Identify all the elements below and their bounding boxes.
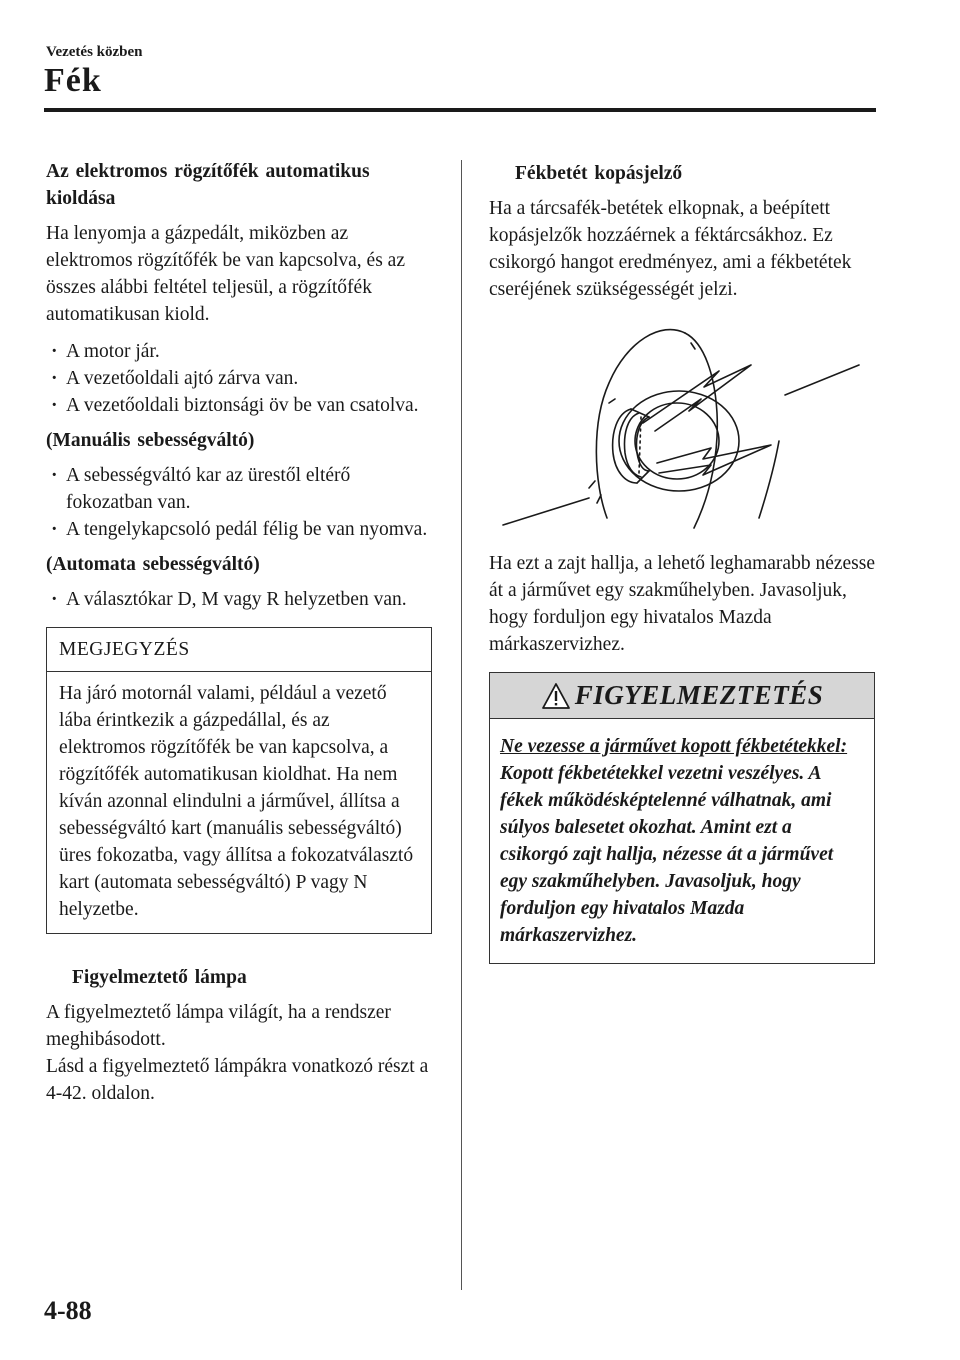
spacer xyxy=(46,934,434,964)
brake-wear-illustration xyxy=(489,313,879,538)
warning-triangle-icon xyxy=(541,682,571,710)
conditions-list xyxy=(46,338,434,419)
warning-lamp-reference: Lásd a figyelmeztető lámpákra vonatkozó részt a 4-42. oldalon. xyxy=(46,1056,429,1104)
warning-lamp-text: A figyelmeztető lámpa világít, ha a rendszer meghibásodott. xyxy=(46,1002,391,1050)
warning-body xyxy=(490,719,874,963)
warning-lamp-heading: Figyelmeztető lámpa xyxy=(72,967,247,988)
warning-heading: Ne vezesse a járművet kopott fékbetétekkel: xyxy=(500,736,848,757)
brake-disc-illustration-icon xyxy=(489,313,879,538)
list-item: · A motor jár. xyxy=(46,338,434,365)
note-body: Ha járó motornál valami, például a vezető lába érintkezik a gázpedállal, és az elektromos rögzítőfék be van kapcsolva, a rögzítőfék automatikusan kioldhat. Ha nem kíván azonnal elindulni a járművel, állítsa a sebességváltó kart (manuális sebességváltó) üres fokozatba, vagy állítsa a fokozatválasztó kart (automata sebességváltó) P vagy N helyzetbe. xyxy=(59,683,414,920)
list-item: · A választókar D, M vagy R helyzetben van. xyxy=(46,586,434,613)
list-item: · A vezetőoldali biztonsági öv be van csatolva. xyxy=(46,392,434,419)
header-rule xyxy=(44,108,876,112)
right-column xyxy=(489,160,879,964)
left-column xyxy=(46,158,434,1117)
warning-box xyxy=(489,672,875,964)
manual-transmission-heading: (Manuális sebességváltó) xyxy=(46,430,255,451)
column-divider xyxy=(461,160,462,1290)
noise-advice-text: Ha ezt a zajt hallja, a lehető leghamarabb nézesse át a járművet egy szakműhelyben. Javasoljuk, hogy forduljon egy hivatalos Mazda márkaszervizhez. xyxy=(489,553,876,655)
automatic-conditions-list xyxy=(46,586,434,613)
wear-indicator-text: Ha a tárcsafék-betétek elkopnak, a beépített kopásjelzők hozzáérnek a féktárcsákhoz. Ez csikorgó hangot eredményez, ami a fékbetétek cseréjének szükségességét jelzi. xyxy=(489,198,852,300)
list-item: · A sebességváltó kar az ürestől eltérő fokozatban van. xyxy=(46,462,434,516)
list-item: · A vezetőoldali ajtó zárva van. xyxy=(46,365,434,392)
automatic-transmission-heading: (Automata sebességváltó) xyxy=(46,554,260,575)
page-title: Fék xyxy=(44,62,102,99)
warning-title: FIGYELMEZTETÉS xyxy=(574,680,824,710)
wear-indicator-heading: Fékbetét kopásjelző xyxy=(515,163,683,184)
note-box xyxy=(46,627,432,934)
auto-release-heading: Az elektromos rögzítőfék automatikus kioldása xyxy=(46,161,370,209)
warning-banner xyxy=(490,673,874,719)
auto-release-intro: Ha lenyomja a gázpedált, miközben az elektromos rögzítőfék be van kapcsolva, és az összes alábbi feltétel teljesül, a rögzítőfék automatikusan kiold. xyxy=(46,223,405,325)
page-number: 4-88 xyxy=(44,1296,92,1325)
list-item: · A tengelykapcsoló pedál félig be van nyomva. xyxy=(46,516,434,543)
warning-text: Kopott fékbetétekkel vezetni veszélyes. A fékek működésképtelenné válhatnak, ami súlyos balesetet okozhat. Amint ezt a csikorgó zajt hallja, nézesse át a járművet egy szakműhelyben. Javasoljuk, hogy forduljon egy hivatalos Mazda márkaszervizhez. xyxy=(500,763,834,946)
note-title: MEGJEGYZÉS xyxy=(47,628,431,672)
manual-conditions-list xyxy=(46,462,434,543)
section-label: Vezetés közben xyxy=(46,44,143,60)
